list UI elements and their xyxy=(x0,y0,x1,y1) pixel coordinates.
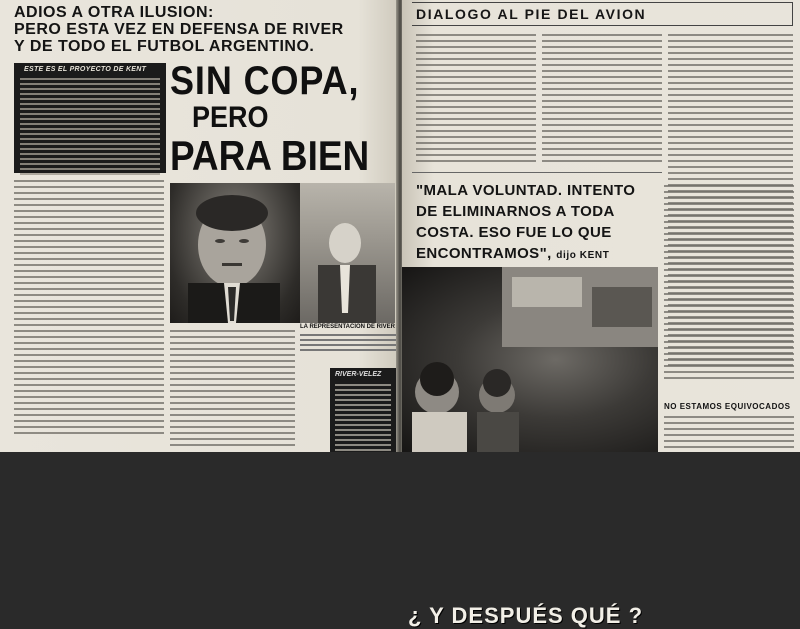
headline-line-1: ADIOS A OTRA ILUSION: xyxy=(14,4,214,21)
title-line-2: PERO xyxy=(192,101,269,134)
title-line-1: SIN COPA, xyxy=(170,59,360,103)
left-page xyxy=(0,0,398,452)
airport-photo xyxy=(402,267,658,628)
right-page xyxy=(402,0,800,628)
kent-quote xyxy=(416,180,656,266)
quote-attribution: dijo KENT xyxy=(556,250,610,261)
river-velez-sidebar xyxy=(330,368,396,452)
kent-portrait-photo xyxy=(170,183,300,323)
quote-line-1: "MALA VOLUNTAD. INTENTO xyxy=(416,182,636,199)
right-body-column-4 xyxy=(664,185,794,383)
headline-line-3: Y DE TODO EL FUTBOL ARGENTINO. xyxy=(14,38,315,55)
left-body-column-2 xyxy=(170,330,295,450)
left-body-column xyxy=(14,180,164,438)
right-body-column-2 xyxy=(542,34,662,166)
photo-caption: LA REPRESENTACION DE RIVER xyxy=(300,324,396,351)
main-title xyxy=(170,60,396,178)
kent-project-box xyxy=(14,63,166,173)
quote-line-4: ENCONTRAMOS", xyxy=(416,245,552,262)
section-title: NO ESTAMOS EQUIVOCADOS xyxy=(664,402,791,411)
second-man-photo xyxy=(300,183,395,323)
despues-headline: ¿ Y DESPUÉS QUÉ ? xyxy=(408,603,644,628)
headline-line-2: PERO ESTA VEZ EN DEFENSA DE RIVER xyxy=(14,21,344,38)
river-velez-title: RIVER-VELEZ xyxy=(335,371,382,378)
right-body-column-5 xyxy=(664,416,794,452)
quote-line-2: DE ELIMINARNOS A TODA xyxy=(416,203,615,220)
right-header: DIALOGO AL PIE DEL AVION xyxy=(416,6,647,22)
left-headline xyxy=(14,4,344,55)
kent-box-title: ESTE ES EL PROYECTO DE KENT xyxy=(24,66,147,73)
right-body-column-1 xyxy=(416,34,536,166)
quote-line-3: COSTA. ESO FUE LO QUE xyxy=(416,224,612,241)
title-line-3: PARA BIEN xyxy=(170,132,370,179)
